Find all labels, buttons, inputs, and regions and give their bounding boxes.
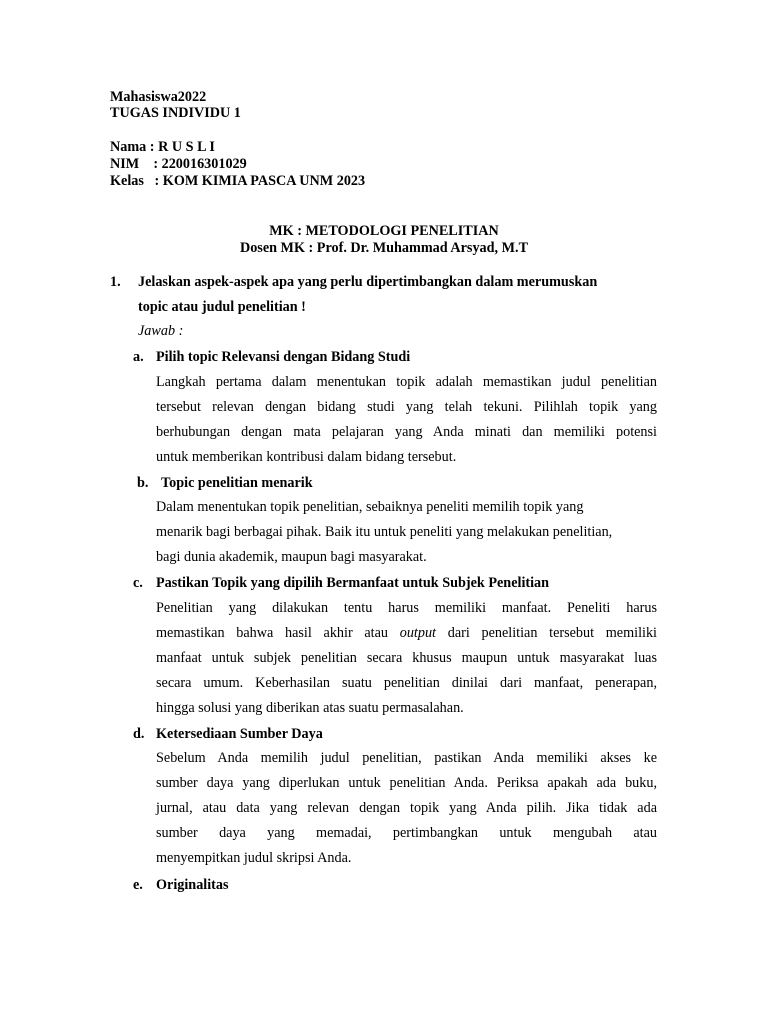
student-name: Nama : R U S L I	[110, 139, 215, 155]
item-d-letter: d.	[133, 726, 145, 742]
item-b-paragraph	[156, 495, 657, 570]
item-d-line-2: sumber daya yang diperlukan untuk penelitian Anda. Periksa apakah ada buku,	[156, 775, 657, 792]
item-a-line-2: tersebut relevan dengan bidang studi yang telah tekuni. Pilihlah topik yang	[156, 399, 657, 416]
item-c-output-term: output	[399, 625, 436, 642]
item-d-paragraph	[156, 746, 657, 871]
question-text-line-1: Jelaskan aspek-aspek apa yang perlu dipertimbangkan dalam merumuskan	[138, 274, 598, 290]
course-title: MK : METODOLOGI PENELITIAN	[269, 223, 499, 239]
item-c-paragraph	[156, 596, 657, 721]
header-line-2: TUGAS INDIVIDU 1	[110, 105, 241, 121]
item-b-line-1: Dalam menentukan topik penelitian, sebaiknya peneliti memilih topik yang	[156, 499, 584, 515]
item-c-line-3: manfaat untuk subjek penelitian secara khusus maupun untuk masyarakat luas	[156, 650, 657, 667]
item-b-heading: Topic penelitian menarik	[161, 475, 313, 491]
question-number: 1.	[110, 274, 121, 290]
item-b-line-2: menarik bagi berbagai pihak. Baik itu untuk peneliti yang melakukan penelitian,	[156, 524, 613, 541]
student-nim: NIM : 220016301029	[110, 156, 247, 172]
course-lecturer: Dosen MK : Prof. Dr. Muhammad Arsyad, M.T	[239, 240, 529, 256]
item-c-line-2-part-2: dari penelitian tersebut memiliki	[447, 625, 657, 642]
item-c-line-5: hingga solusi yang diberikan atas suatu permasalahan.	[156, 700, 464, 717]
item-c-heading: Pastikan Topik yang dipilih Bermanfaat untuk Subjek Penelitian	[156, 575, 550, 591]
item-b-line-3: bagi dunia akademik, maupun bagi masyarakat.	[156, 549, 427, 566]
item-a-line-1: Langkah pertama dalam menentukan topik adalah memastikan judul penelitian	[156, 374, 657, 390]
item-d-heading: Ketersediaan Sumber Daya	[156, 726, 323, 742]
item-a-paragraph	[156, 370, 657, 470]
item-d-line-3: jurnal, atau data yang relevan dengan topik yang Anda pilih. Jika tidak ada	[156, 800, 657, 817]
item-e-letter: e.	[133, 877, 143, 893]
item-e-heading: Originalitas	[156, 877, 229, 893]
item-c-line-4: secara umum. Keberhasilan suatu penelitian dinilai dari manfaat, penerapan,	[156, 675, 657, 692]
item-d-line-1: Sebelum Anda memilih judul penelitian, pastikan Anda memiliki akses ke	[156, 750, 657, 766]
item-c-line-1: Penelitian yang dilakukan tentu harus memiliki manfaat. Peneliti harus	[156, 600, 657, 616]
item-c-line-2-part-1: memastikan bahwa hasil akhir atau	[156, 625, 389, 642]
item-d-line-5: menyempitkan judul skripsi Anda.	[156, 850, 352, 867]
header-line-1: Mahasiswa2022	[110, 89, 207, 105]
item-d-line-4: sumber daya yang memadai, pertimbangkan untuk mengubah atau	[156, 825, 657, 842]
student-class: Kelas : KOM KIMIA PASCA UNM 2023	[110, 173, 366, 189]
item-c-line-2	[156, 621, 657, 646]
question-text-line-2: topic atau judul penelitian !	[138, 299, 306, 315]
item-a-line-4: untuk memberikan kontribusi dalam bidang tersebut.	[156, 449, 457, 466]
item-a-heading: Pilih topic Relevansi dengan Bidang Studi	[156, 349, 411, 365]
item-a-line-3: berhubungan dengan mata pelajaran yang Anda minati dan memiliki potensi	[156, 424, 657, 441]
answer-label: Jawab :	[138, 323, 184, 339]
item-a-letter: a.	[133, 349, 144, 365]
item-c-letter: c.	[133, 575, 143, 591]
item-b-letter: b.	[137, 475, 149, 491]
